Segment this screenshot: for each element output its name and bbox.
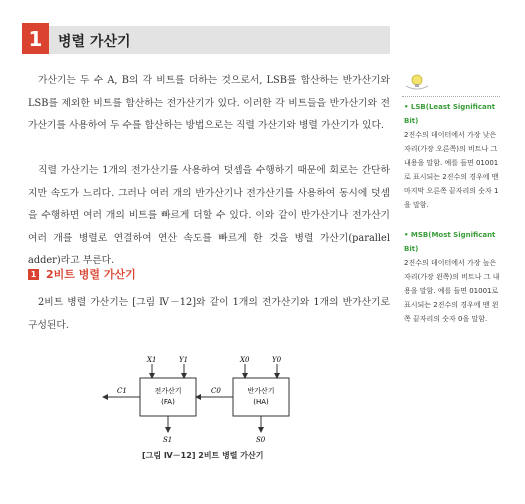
paragraph-2bit: 2비트 병렬 가산기는 [그림 Ⅳ－12]와 같이 1개의 전가산기와 1개의 반가산기로 구성된다.: [28, 297, 390, 331]
sidebar-note-lsb: [404, 100, 500, 212]
label-s1: S1: [163, 436, 173, 444]
paragraph-serial-parallel: 직렬 가산기는 1개의 전가산기를 사용하여 덧셈을 수행하기 때문에 회로는 간단하지만 속도가 느리다. 그러나 여러 개의 반가산기나 전가산기를 사용하여 동시에 덧셈을 수행하면 여러 개의 비트를 빠르게 더할 수 있다. 이와 같이 반가산기나 전가산기 여러 개를 병렬로 연결하여 연산 속도를 빠르게 한 것을 병렬 가산기(parallel adder)라고 부른다.: [28, 165, 390, 266]
half-adder-abbr: (HA): [253, 398, 269, 406]
figure-caption: [그림 Ⅳ－12] 2비트 병렬 가산기: [142, 451, 264, 460]
label-y1: Y1: [179, 356, 189, 364]
label-x1: X1: [147, 356, 157, 364]
sidebar-text-msb: 2진수의 데이터에서 가장 높은 자리(가장 왼쪽)의 비트나 그 내용을 말함. 예를 들면 01001로 표시되는 2진수의 경우에 맨 왼쪽 끝자리의 숫자 0을 말함.: [404, 259, 500, 323]
half-adder-box: [233, 378, 289, 416]
lightbulb-icon: [404, 72, 430, 92]
sidebar-divider-top: [402, 96, 500, 97]
label-c1: C1: [117, 387, 127, 395]
parallel-adder-diagram: [95, 352, 325, 447]
subsection-title: 2비트 병렬 가산기: [46, 268, 136, 281]
sidebar-text-lsb: 2진수의 데이터에서 가장 낮은 자리(가장 오른쪽)의 비트나 그 내용을 말함. 예를 들면 01001로 표시되는 2진수의 경우에 맨 마지막 오른쪽 끝자리의 숫자 1을 말함.: [404, 131, 499, 209]
paragraph-intro: 가산기는 두 수 A, B의 각 비트를 더하는 것으로서, LSB를 합산하는 반가산기와 LSB를 제외한 비트를 합산하는 전가산기가 있다. 이러한 각 비트들을 반가산기와 전가산기를 사용하여 두 수를 합산하는 방법으로는 직렬 가산기와 병렬 가산기가 있다.: [28, 75, 390, 131]
full-adder-box: [140, 378, 196, 416]
label-x0: X0: [240, 356, 250, 364]
subsection-number: 1: [28, 269, 39, 280]
section-title: 병렬 가산기: [58, 34, 131, 50]
full-adder-abbr: (FA): [161, 398, 175, 406]
subsection-heading: [28, 266, 136, 282]
label-y0: Y0: [272, 356, 282, 364]
sidebar-term-lsb: • LSB(Least Significant Bit): [404, 103, 496, 125]
sidebar-term-msb: • MSB(Most Significant Bit): [404, 231, 496, 253]
half-adder-name: 반가산기: [247, 387, 275, 395]
section-number: 1: [22, 23, 49, 54]
label-s0: S0: [256, 436, 266, 444]
label-c0: C0: [211, 387, 221, 395]
sidebar-note-msb: [404, 228, 500, 326]
full-adder-name: 전가산기: [154, 387, 182, 395]
